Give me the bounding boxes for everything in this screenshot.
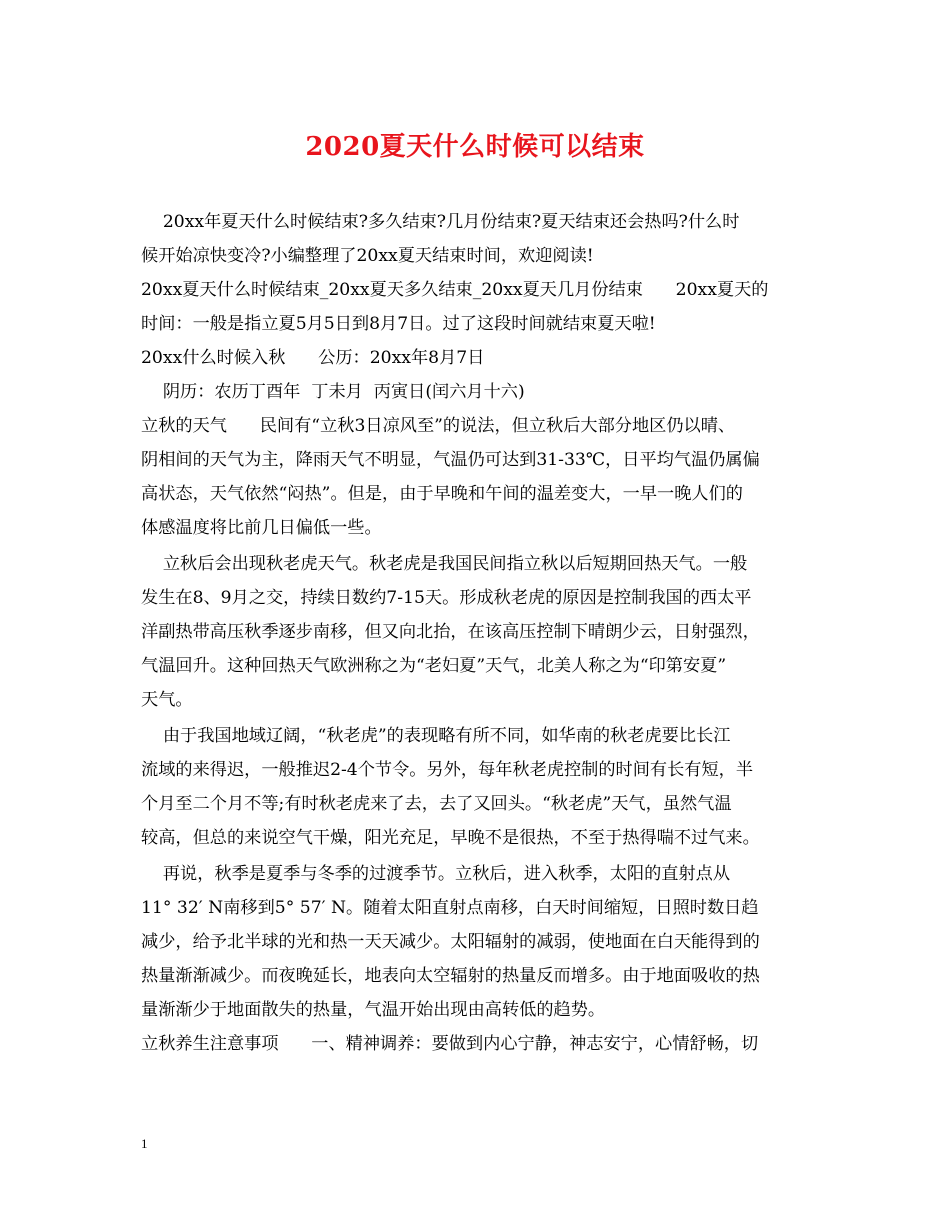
body-line: 20xx什么时候入秋 公历：20xx年8月7日	[141, 348, 485, 368]
body-line: 洋副热带高压秋季逐步南移，但又向北抬，在该高压控制下晴朗少云，日射强烈，	[141, 622, 760, 642]
body-line: 体感温度将比前几日偏低一些。	[141, 518, 382, 538]
body-line: 较高，但总的来说空气干燥，阳光充足，早晚不是很热，不至于热得喘不过气来。	[141, 828, 760, 848]
body-line: 20xx夏天什么时候结束_20xx夏天多久结束_20xx夏天几月份结束 20xx夏天的	[141, 280, 769, 300]
body-line: 由于我国地域辽阔，“秋老虎”的表现略有所不同，如华南的秋老虎要比长江	[141, 726, 731, 746]
body-line: 立秋后会出现秋老虎天气。秋老虎是我国民间指立秋以后短期回热天气。一般	[141, 554, 748, 574]
body-line: 候开始凉快变冷?小编整理了20xx夏天结束时间，欢迎阅读!	[141, 246, 594, 266]
body-line: 个月至二个月不等;有时秋老虎来了去，去了又回头。“秋老虎”天气，虽然气温	[141, 794, 732, 814]
body-line: 量渐渐少于地面散失的热量，气温开始出现由高转低的趋势。	[141, 1000, 606, 1020]
body-line: 阴相间的天气为主，降雨天气不明显，气温仍可达到31-33℃，日平均气温仍属偏	[141, 450, 760, 470]
page-number: 1	[141, 1136, 148, 1151]
body-line: 高状态，天气依然“闷热”。但是，由于早晚和午间的温差变大，一早一晚人们的	[141, 484, 743, 504]
body-line: 再说，秋季是夏季与冬季的过渡季节。立秋后，进入秋季，太阳的直射点从	[141, 864, 731, 884]
body-line: 20xx年夏天什么时候结束?多久结束?几月份结束?夏天结束还会热吗?什么时	[141, 212, 740, 232]
body-line: 阴历：农历丁酉年 丁未月 丙寅日(闰六月十六)	[141, 382, 525, 402]
body-line: 发生在8、9月之交，持续日数约7-15天。形成秋老虎的原因是控制我国的西太平	[141, 588, 752, 608]
body-line: 气温回升。这种回热天气欧洲称之为“老妇夏”天气，北美人称之为“印第安夏”	[141, 656, 727, 676]
body-line: 时间：一般是指立夏5月5日到8月7日。过了这段时间就结束夏天啦!	[141, 314, 656, 334]
body-line: 立秋养生注意事项 一、精神调养：要做到内心宁静，神志安宁，心情舒畅，切	[141, 1034, 759, 1054]
document-title: 2020夏天什么时候可以结束	[305, 132, 645, 162]
body-line: 11° 32′ N南移到5° 57′ N。随着太阳直射点南移，白天时间缩短，日照时数日趋	[141, 898, 759, 918]
body-line: 减少，给予北半球的光和热一天天减少。太阳辐射的减弱，使地面在白天能得到的	[141, 932, 760, 952]
body-line: 立秋的天气 民间有“立秋3日凉风至”的说法，但立秋后大部分地区仍以晴、	[141, 416, 736, 436]
body-line: 热量渐渐减少。而夜晚延长，地表向太空辐射的热量反而增多。由于地面吸收的热	[141, 966, 760, 986]
body-line: 天气。	[141, 690, 193, 710]
body-line: 流域的来得迟，一般推迟2-4个节令。另外，每年秋老虎控制的时间有长有短，半	[141, 760, 754, 780]
